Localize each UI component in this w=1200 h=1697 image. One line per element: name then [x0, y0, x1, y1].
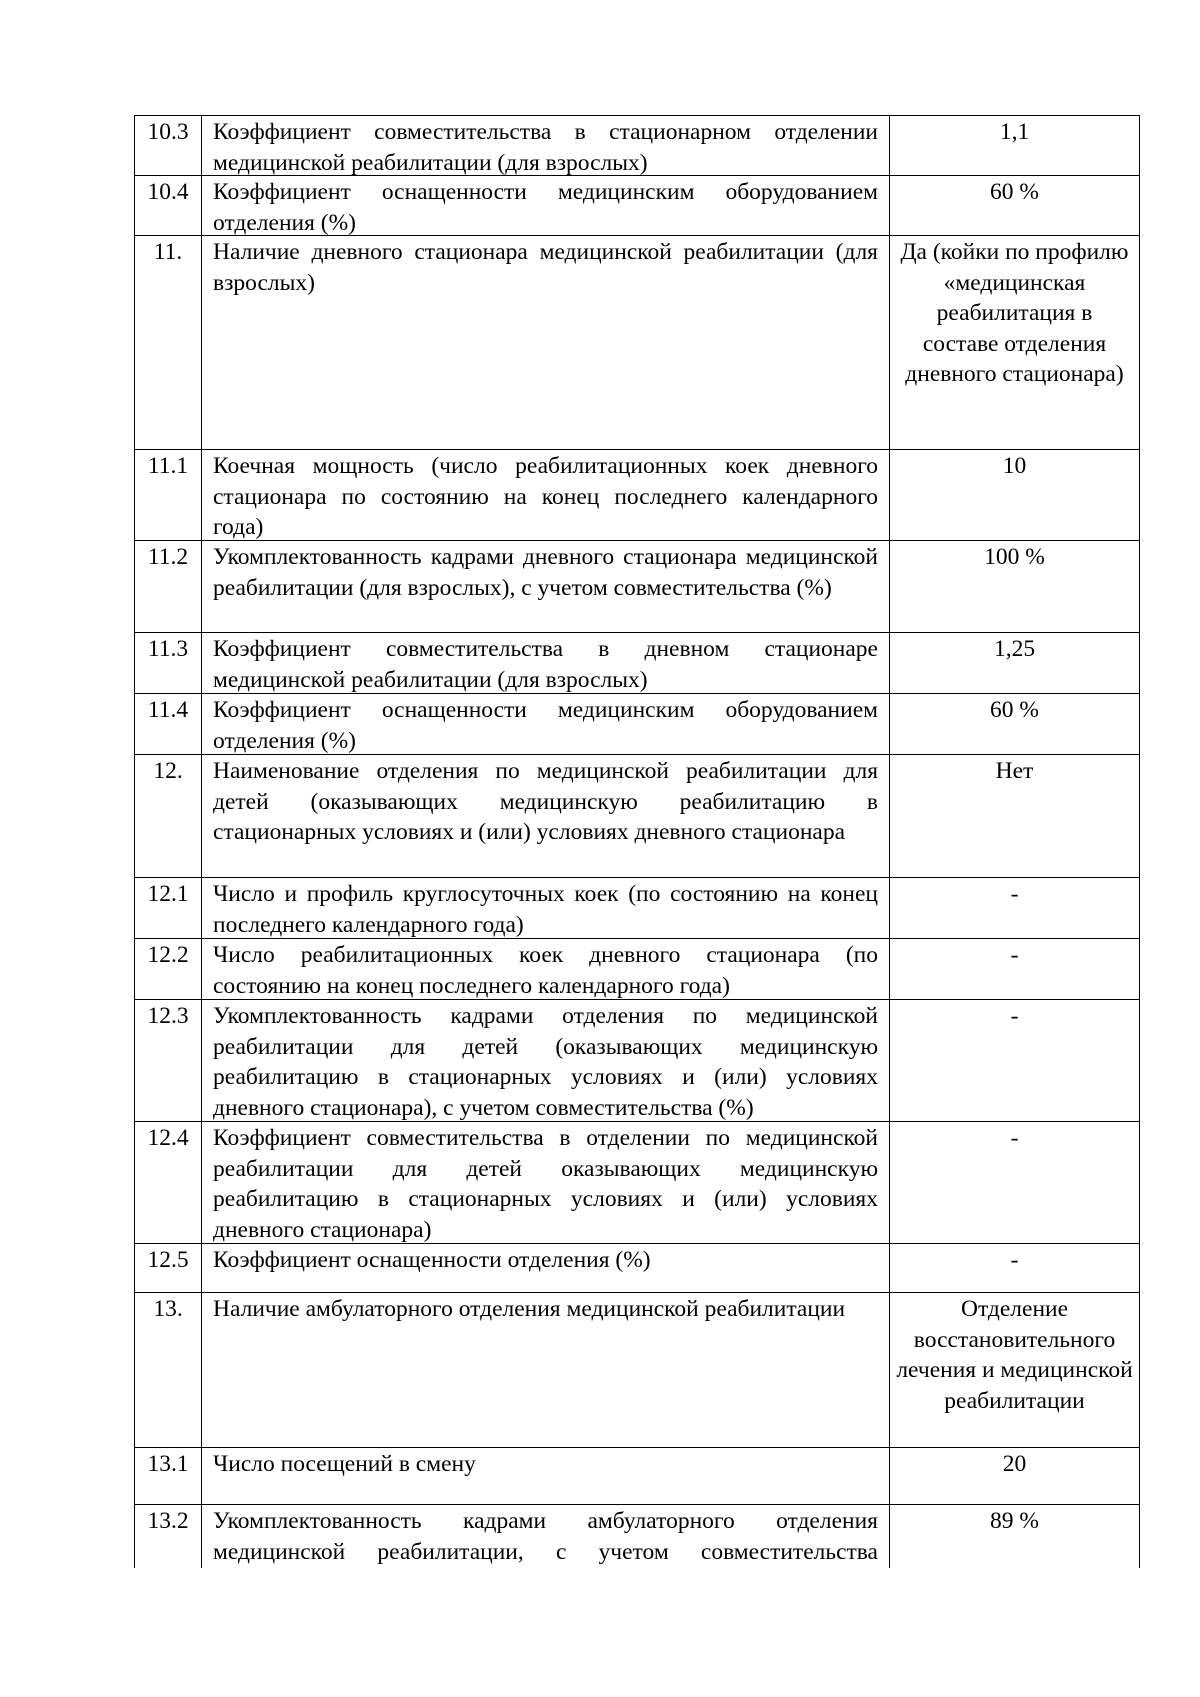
row-number: 13.: [134, 1293, 202, 1447]
row-number: 11.3: [134, 633, 202, 693]
row-number: 12.: [134, 755, 202, 877]
row-value: 20: [890, 1448, 1140, 1504]
row-number: 11.4: [134, 694, 202, 754]
row-number: 12.1: [134, 878, 202, 938]
table-row: [134, 633, 1140, 694]
table-row: [134, 176, 1140, 236]
table-row: [134, 1000, 1140, 1122]
row-value: Отделение восстановительного лечения и медицинской реабилитации: [890, 1293, 1140, 1447]
row-description: Укомплектованность кадрами амбулаторного отделения медицинской реабилитации, с учетом совместительства: [202, 1505, 890, 1568]
table-row: [134, 1244, 1140, 1293]
table-row: [134, 1122, 1140, 1244]
row-value: -: [890, 878, 1140, 938]
table-row: [134, 878, 1140, 939]
row-description: Коэффициент оснащенности медицинским оборудованием отделения (%): [202, 176, 890, 235]
row-number: 11.1: [134, 450, 202, 540]
row-value: 1,25: [890, 633, 1140, 693]
row-description: Коэффициент оснащенности медицинским оборудованием отделения (%): [202, 694, 890, 754]
indicator-table: [134, 115, 1140, 1568]
row-value: 89 %: [890, 1505, 1140, 1568]
row-number: 12.2: [134, 939, 202, 999]
row-value: 100 %: [890, 541, 1140, 632]
row-description: Число реабилитационных коек дневного стационара (по состоянию на конец последнего календарного года): [202, 939, 890, 999]
row-number: 13.1: [134, 1448, 202, 1504]
row-description: Коэффициент совместительства в стационарном отделении медицинской реабилитации (для взрослых): [202, 116, 890, 175]
row-number: 10.3: [134, 116, 202, 175]
row-description: Наименование отделения по медицинской реабилитации для детей (оказывающих медицинскую реабилитацию в стационарных условиях и (или) условиях дневного стационара: [202, 755, 890, 877]
table-row: [134, 694, 1140, 755]
table-row: [134, 1293, 1140, 1448]
row-description: Число посещений в смену: [202, 1448, 890, 1504]
table-row: [134, 450, 1140, 541]
row-number: 12.5: [134, 1244, 202, 1292]
row-description: Коечная мощность (число реабилитационных коек дневного стационара по состоянию на конец последнего календарного года): [202, 450, 890, 540]
row-description: Коэффициент совместительства в дневном стационаре медицинской реабилитации (для взрослых): [202, 633, 890, 693]
row-value: -: [890, 1000, 1140, 1121]
table-row: [134, 939, 1140, 1000]
row-value: Нет: [890, 755, 1140, 877]
row-description: Коэффициент оснащенности отделения (%): [202, 1244, 890, 1292]
row-value: 60 %: [890, 176, 1140, 235]
row-number: 10.4: [134, 176, 202, 235]
row-value: 1,1: [890, 116, 1140, 175]
row-description: Число и профиль круглосуточных коек (по состоянию на конец последнего календарного года): [202, 878, 890, 938]
row-number: 11.2: [134, 541, 202, 632]
table-row: [134, 541, 1140, 633]
row-value: Да (койки по профилю «медицинская реабилитация в составе отделения дневного стационара): [890, 236, 1140, 449]
row-value: -: [890, 939, 1140, 999]
row-number: 13.2: [134, 1505, 202, 1568]
row-description: Наличие амбулаторного отделения медицинской реабилитации: [202, 1293, 890, 1447]
row-value: 60 %: [890, 694, 1140, 754]
row-description: Укомплектованность кадрами отделения по медицинской реабилитации для детей (оказывающих медицинскую реабилитацию в стационарных условиях и (или) условиях дневного стационара), с учетом совместительства (%): [202, 1000, 890, 1121]
row-description: Наличие дневного стационара медицинской реабилитации (для взрослых): [202, 236, 890, 449]
row-number: 11.: [134, 236, 202, 449]
table-row: [134, 1505, 1140, 1568]
table-row: [134, 755, 1140, 878]
row-number: 12.3: [134, 1000, 202, 1121]
row-description: Укомплектованность кадрами дневного стационара медицинской реабилитации (для взрослых), с учетом совместительства (%): [202, 541, 890, 632]
row-value: -: [890, 1122, 1140, 1243]
row-value: -: [890, 1244, 1140, 1292]
row-value: 10: [890, 450, 1140, 540]
table-row: [134, 116, 1140, 176]
row-number: 12.4: [134, 1122, 202, 1243]
table-row: [134, 1448, 1140, 1505]
table-row: [134, 236, 1140, 450]
row-description: Коэффициент совместительства в отделении по медицинской реабилитации для детей оказывающих медицинскую реабилитацию в стационарных условиях и (или) условиях дневного стационара): [202, 1122, 890, 1243]
